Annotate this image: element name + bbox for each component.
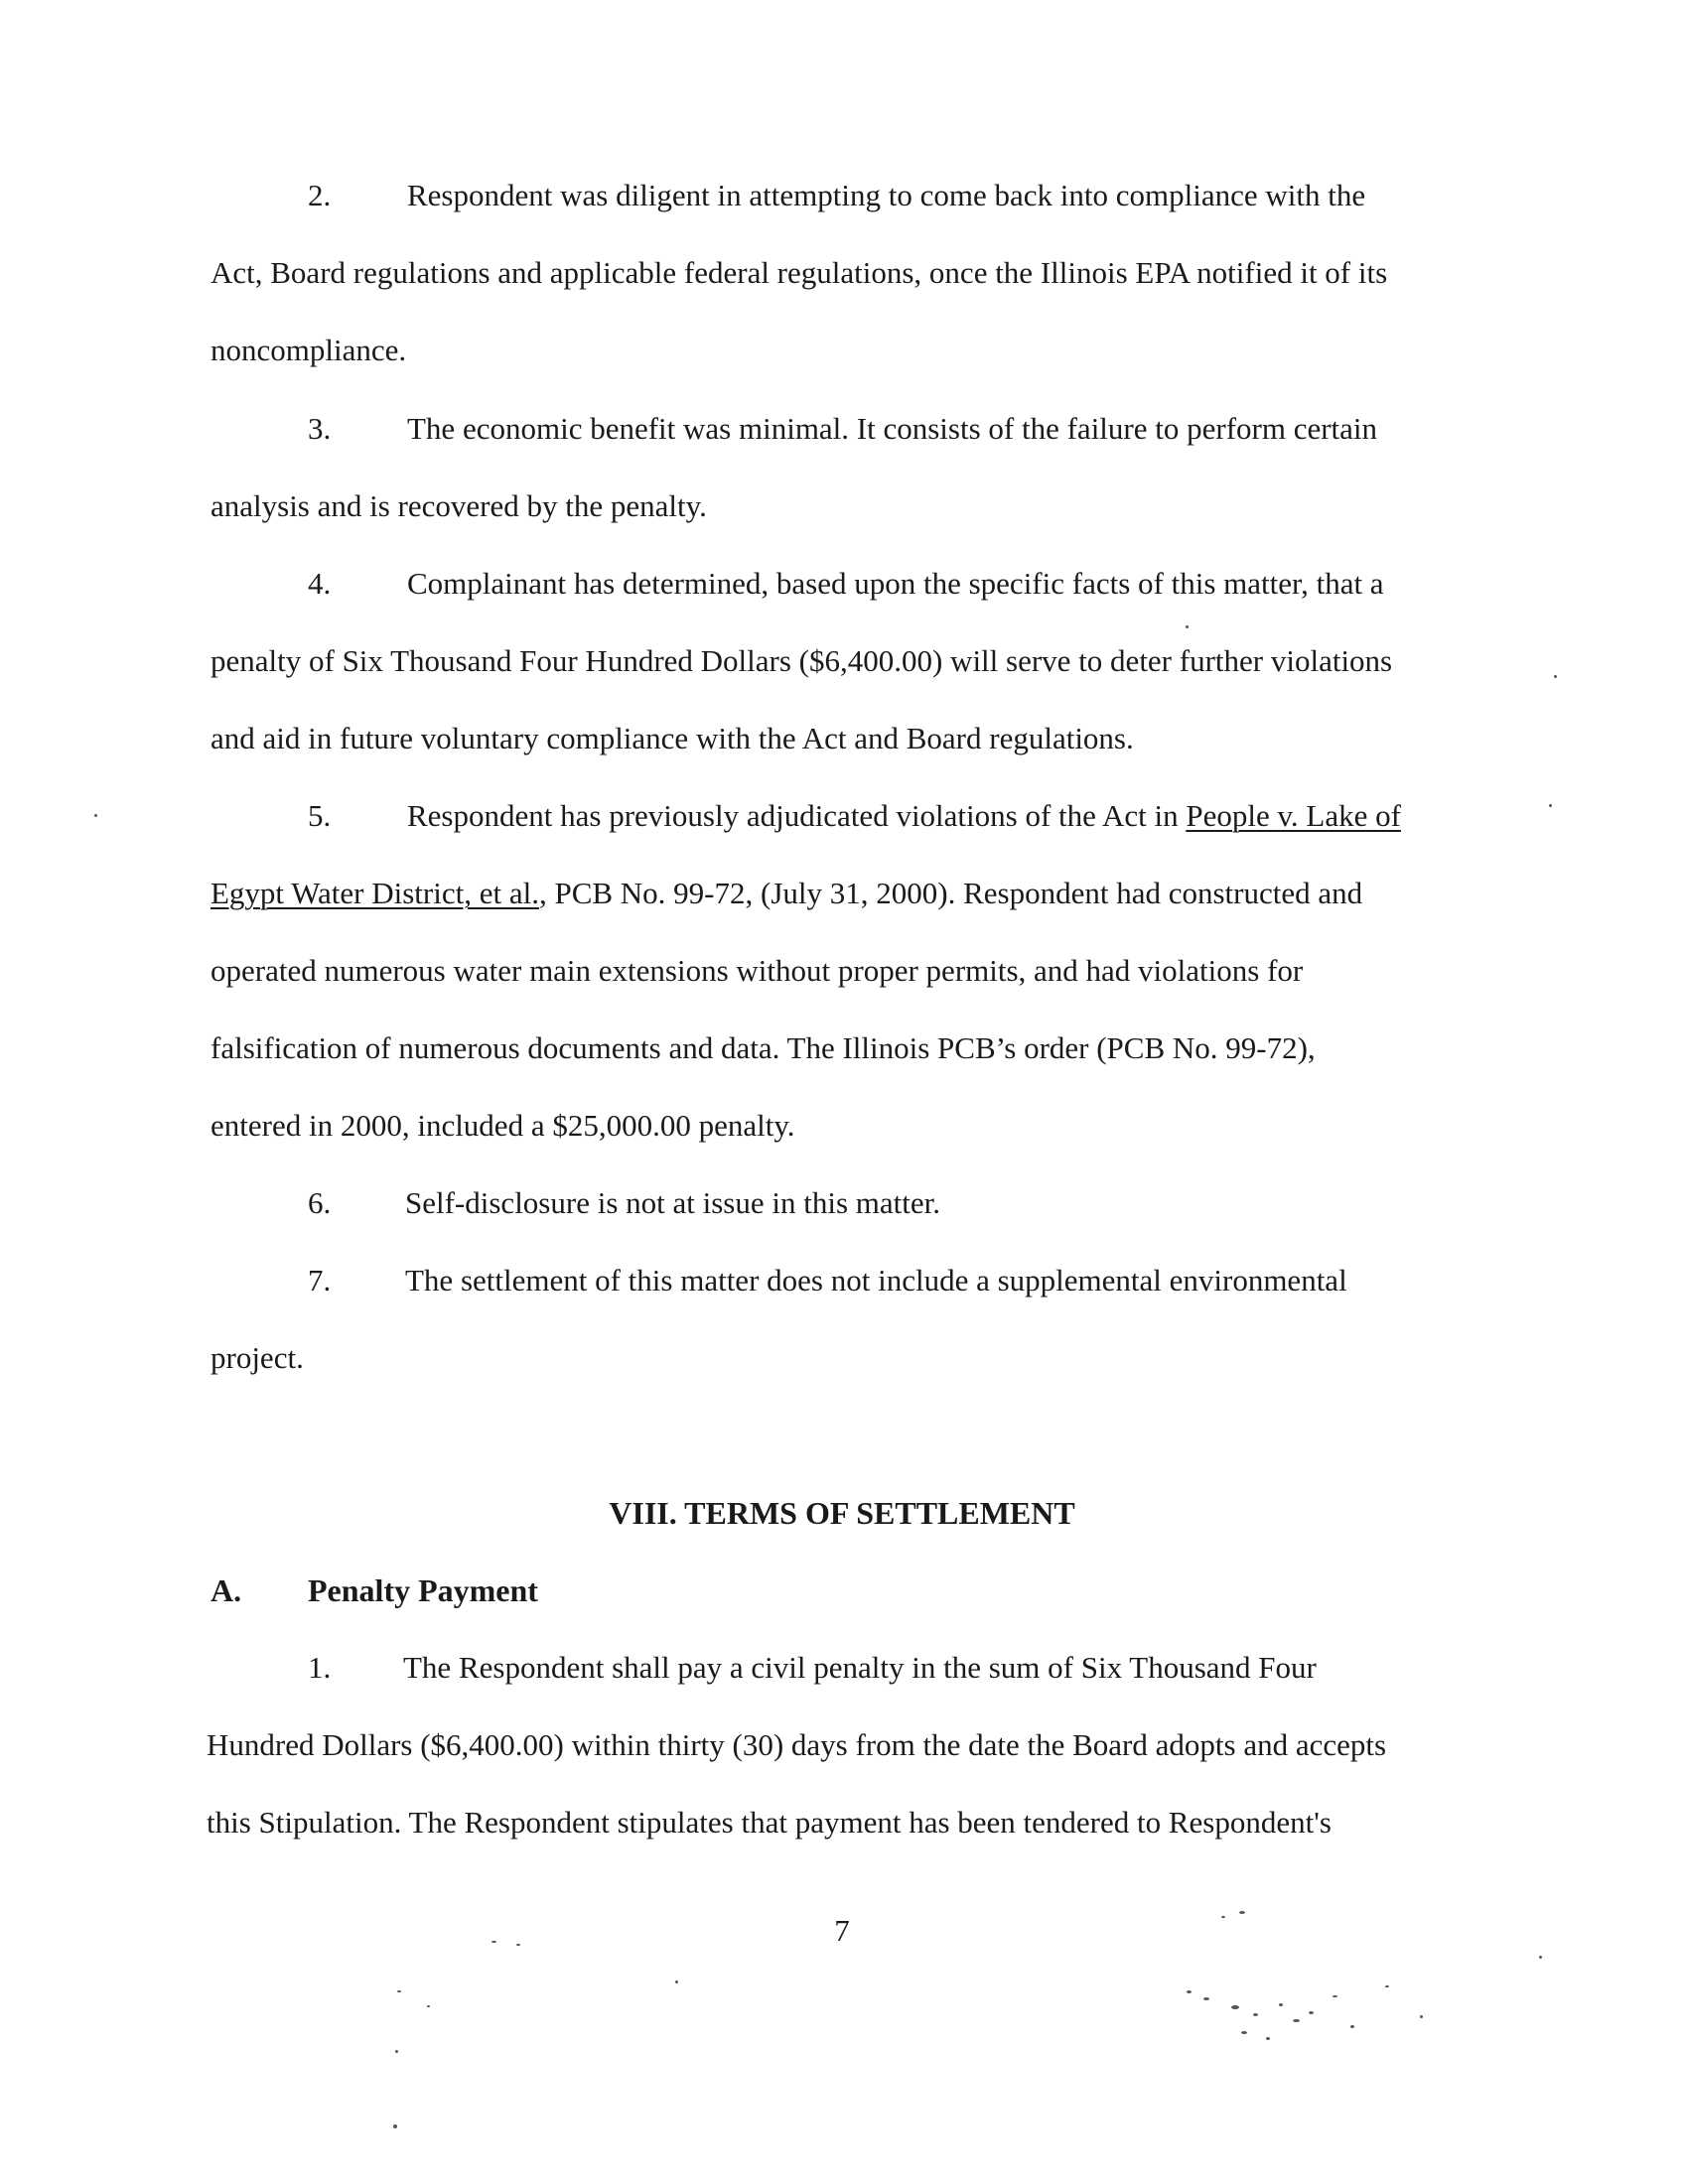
paragraph-5-text-2: , PCB No. 99-72, (July 31, 2000). Respondent had constructed and <box>538 876 1363 910</box>
paragraph-2-line-2: Act, Board regulations and applicable federal regulations, once the Illinois EPA notified it of its <box>210 255 1388 290</box>
paragraph-5-line-3: operated numerous water main extensions without proper permits, and had violations for <box>210 953 1304 988</box>
paragraph-4-line-1: Complainant has determined, based upon the specific facts of this matter, that a <box>407 566 1384 601</box>
paragraph-4-number: 4. <box>308 566 332 601</box>
page-number: 7 <box>834 1913 850 1948</box>
case-citation-part-2: Egypt Water District, et al. <box>210 876 539 910</box>
section-heading: VIII. TERMS OF SETTLEMENT <box>609 1495 1075 1531</box>
paragraph-5-line-5: entered in 2000, included a $25,000.00 penalty. <box>210 1108 795 1143</box>
case-citation-part-1: People v. Lake of <box>1186 798 1401 833</box>
paragraph-2-number: 2. <box>308 178 332 212</box>
paragraph-7-line-1: The settlement of this matter does not include a supplemental environmental <box>405 1263 1347 1297</box>
paragraph-7-number: 7. <box>308 1263 332 1297</box>
paragraph-6-number: 6. <box>308 1185 332 1220</box>
paragraph-5-line-4: falsification of numerous documents and data. The Illinois PCB’s order (PCB No. 99-72), <box>210 1030 1316 1065</box>
item-1-number: 1. <box>308 1650 332 1685</box>
paragraph-5-line-1 <box>407 796 1401 836</box>
paragraph-2-line-3: noncompliance. <box>210 333 407 367</box>
item-1-line-3: this Stipulation. The Respondent stipulates that payment has been tendered to Respondent's <box>207 1805 1332 1840</box>
paragraph-3-line-1: The economic benefit was minimal. It consists of the failure to perform certain <box>407 411 1378 446</box>
paragraph-4-line-2: penalty of Six Thousand Four Hundred Dollars ($6,400.00) will serve to deter further violations <box>210 643 1393 678</box>
item-1-line-2: Hundred Dollars ($6,400.00) within thirty (30) days from the date the Board adopts and accepts <box>207 1727 1387 1762</box>
paragraph-5-text: Respondent has previously adjudicated violations of the Act in <box>407 798 1187 833</box>
paragraph-3-number: 3. <box>308 411 332 446</box>
paragraph-6-line-1: Self-disclosure is not at issue in this matter. <box>405 1185 940 1220</box>
paragraph-5-number: 5. <box>308 798 332 833</box>
subsection-title: Penalty Payment <box>308 1572 538 1608</box>
paragraph-7-line-2: project. <box>210 1340 304 1375</box>
paragraph-4-line-3: and aid in future voluntary compliance with the Act and Board regulations. <box>210 721 1134 755</box>
subsection-letter: A. <box>210 1572 242 1608</box>
paragraph-2-line-1: Respondent was diligent in attempting to come back into compliance with the <box>407 178 1366 212</box>
paragraph-5-line-2 <box>210 874 1362 913</box>
item-1-line-1: The Respondent shall pay a civil penalty in the sum of Six Thousand Four <box>403 1650 1317 1685</box>
paragraph-3-line-2: analysis and is recovered by the penalty. <box>210 488 707 523</box>
